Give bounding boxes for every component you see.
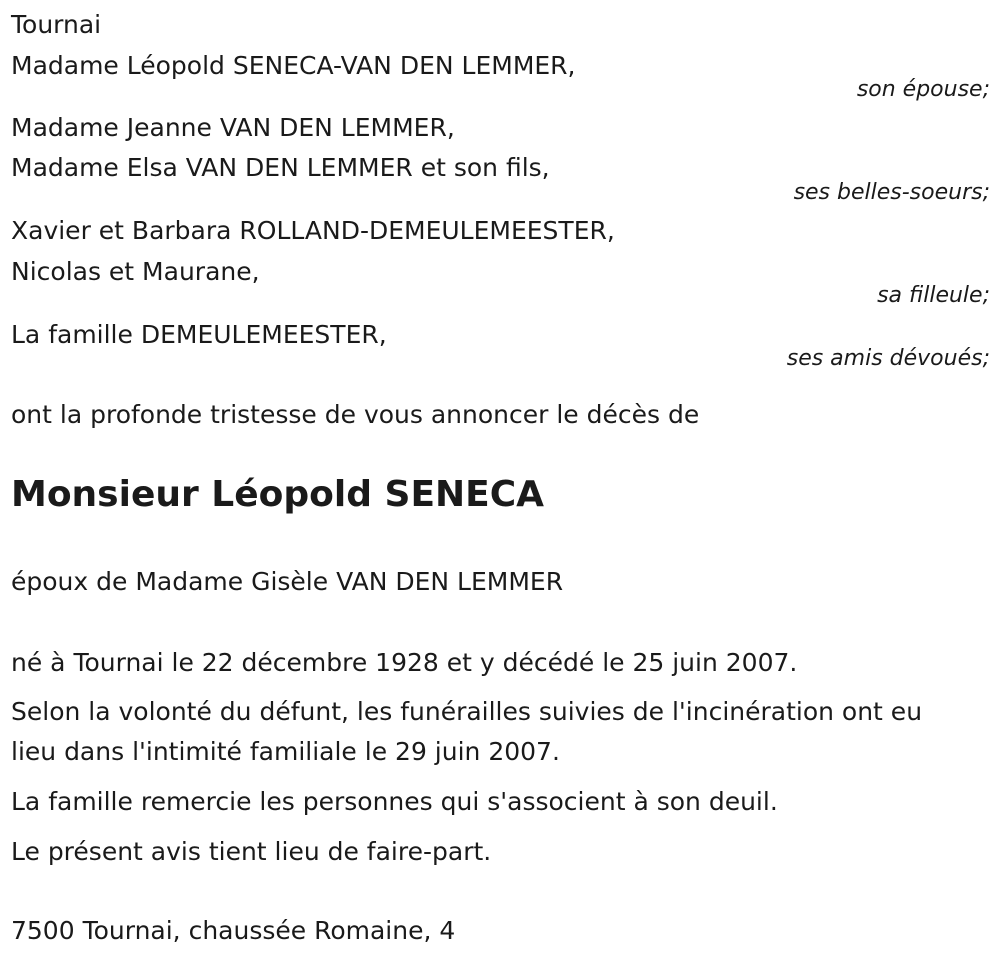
family-name-line: Madame Jeanne VAN DEN LEMMER,	[11, 113, 455, 142]
family-name-line: Madame Elsa VAN DEN LEMMER et son fils,	[11, 153, 550, 182]
family-name-line: Madame Léopold SENECA-VAN DEN LEMMER,	[11, 51, 576, 80]
announcement-text: ont la profonde tristesse de vous annoncer le décès de	[11, 400, 700, 429]
thanks-line: La famille remercie les personnes qui s'associent à son deuil.	[11, 787, 778, 816]
funeral-text-line: Selon la volonté du défunt, les funérailles suivies de l'incinération ont eu	[11, 697, 923, 726]
birth-death-line: né à Tournai le 22 décembre 1928 et y décédé le 25 juin 2007.	[11, 648, 798, 677]
funeral-text-line: lieu dans l'intimité familiale le 29 juin 2007.	[11, 737, 560, 766]
family-name-line: Nicolas et Maurane,	[11, 257, 260, 286]
deceased-name: Monsieur Léopold SENECA	[11, 474, 545, 515]
spouse-line: époux de Madame Gisèle VAN DEN LEMMER	[11, 567, 564, 596]
family-role: sa filleule;	[877, 283, 990, 308]
address-line: 7500 Tournai, chaussée Romaine, 4	[11, 916, 456, 945]
family-role: ses belles-soeurs;	[793, 180, 990, 205]
city-line: Tournai	[11, 10, 102, 39]
family-role: son épouse;	[856, 77, 990, 102]
family-name-line: Xavier et Barbara ROLLAND-DEMEULEMEESTER,	[11, 216, 615, 245]
notice-line: Le présent avis tient lieu de faire-part.	[11, 837, 492, 866]
family-role: ses amis dévoués;	[786, 346, 990, 371]
family-name-line: La famille DEMEULEMEESTER,	[11, 320, 387, 349]
